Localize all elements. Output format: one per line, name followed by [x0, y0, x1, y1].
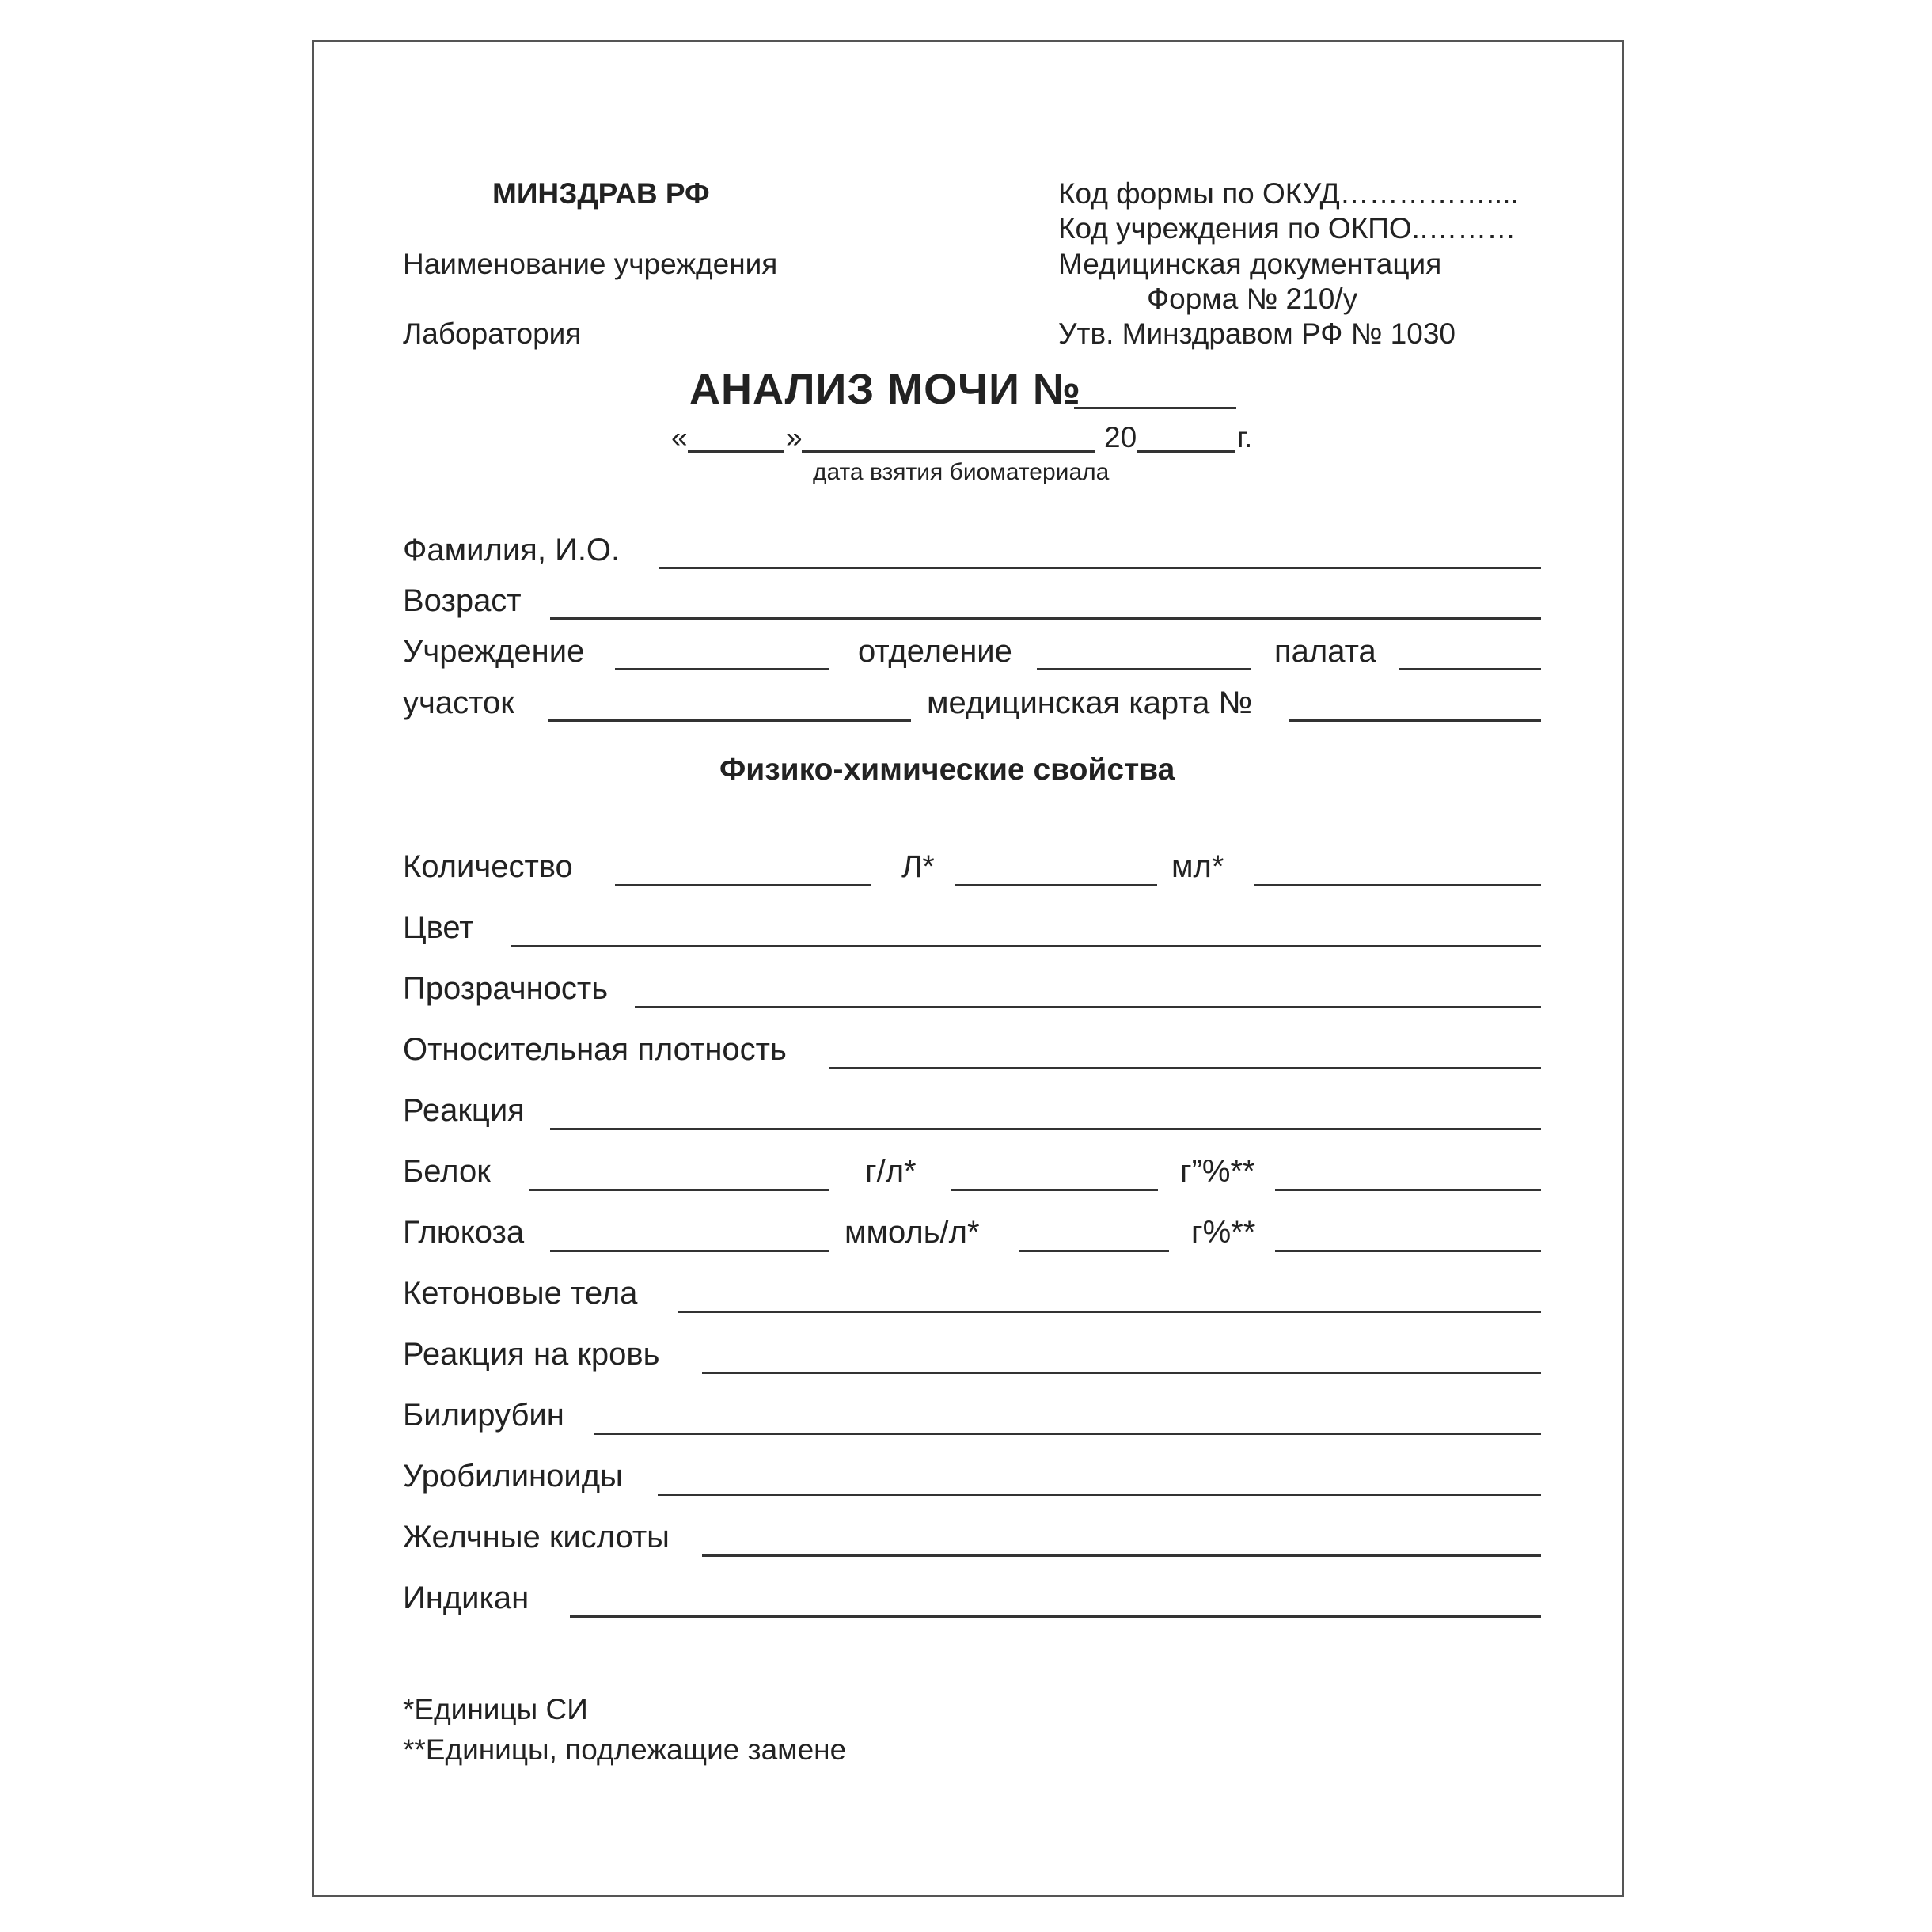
glucose-unit-mmol: ммоль/л*	[845, 1215, 980, 1250]
protein-field[interactable]	[529, 1189, 829, 1191]
date-month-field[interactable]	[802, 450, 1095, 453]
ketones-field[interactable]	[678, 1311, 1541, 1313]
protein-gl-field[interactable]	[951, 1189, 1158, 1191]
glucose-gpct-field[interactable]	[1275, 1250, 1541, 1252]
bile-acids-field[interactable]	[702, 1554, 1541, 1557]
blood-reaction-field[interactable]	[702, 1372, 1541, 1374]
color-label: Цвет	[403, 910, 474, 945]
indican-field[interactable]	[570, 1615, 1541, 1618]
urobilinoids-label: Уробилиноиды	[403, 1459, 623, 1494]
date-year-field[interactable]	[1137, 450, 1235, 453]
urobilinoids-field[interactable]	[658, 1494, 1541, 1496]
quantity-liters-field[interactable]	[955, 884, 1157, 886]
protein-unit-gl: г/л*	[865, 1154, 917, 1189]
patient-name-label: Фамилия, И.О.	[403, 533, 621, 567]
indican-label: Индикан	[403, 1581, 529, 1615]
institution-name-label: Наименование учреждения	[403, 248, 778, 280]
transparency-field[interactable]	[635, 1006, 1541, 1008]
protein-gpct-field[interactable]	[1275, 1189, 1541, 1191]
reaction-label: Реакция	[403, 1093, 525, 1128]
footnote-si-units: *Единицы СИ	[403, 1693, 588, 1725]
protein-label: Белок	[403, 1154, 491, 1189]
date-year-suffix: г.	[1237, 421, 1253, 454]
medical-card-field[interactable]	[1289, 719, 1541, 722]
approval-label: Утв. Минздравом РФ № 1030	[1058, 317, 1456, 350]
patient-name-field[interactable]	[659, 567, 1541, 569]
footnote-replace-units: **Единицы, подлежащие замене	[403, 1733, 847, 1766]
quantity-label: Количество	[403, 849, 573, 884]
date-year-prefix: 20	[1104, 421, 1137, 454]
district-field[interactable]	[548, 719, 911, 722]
blood-reaction-label: Реакция на кровь	[403, 1337, 660, 1372]
form-number-label: Форма № 210/у	[1147, 283, 1358, 315]
density-label: Относительная плотность	[403, 1032, 787, 1067]
bile-acids-label: Желчные кислоты	[403, 1520, 670, 1554]
glucose-label: Глюкоза	[403, 1215, 525, 1250]
section-title: Физико-химические свойства	[719, 753, 1175, 787]
date-day-field[interactable]	[688, 450, 784, 453]
transparency-label: Прозрачность	[403, 971, 609, 1006]
density-field[interactable]	[829, 1067, 1541, 1069]
institution-field[interactable]	[615, 668, 829, 670]
quantity-field[interactable]	[615, 884, 871, 886]
okud-code-label: Код формы по ОКУД……………....	[1058, 177, 1519, 210]
page-title: АНАЛИЗ МОЧИ №	[689, 366, 1082, 413]
glucose-unit-gpct: г%**	[1191, 1215, 1256, 1250]
ketones-label: Кетоновые тела	[403, 1276, 638, 1311]
age-label: Возраст	[403, 583, 522, 618]
ward-field[interactable]	[1399, 668, 1541, 670]
form-sheet	[312, 40, 1624, 1897]
bilirubin-label: Билирубин	[403, 1398, 564, 1433]
glucose-field[interactable]	[550, 1250, 829, 1252]
analysis-number-field[interactable]	[1074, 407, 1236, 409]
date-open-quote: «	[671, 421, 688, 454]
department-field[interactable]	[1037, 668, 1251, 670]
reaction-field[interactable]	[550, 1128, 1541, 1130]
ward-label: палата	[1274, 634, 1376, 669]
okpo-code-label: Код учреждения по ОКПО..………	[1058, 212, 1516, 245]
medical-card-label: медицинская карта №	[927, 685, 1253, 720]
ministry-label: МИНЗДРАВ РФ	[492, 177, 710, 210]
district-label: участок	[403, 685, 514, 720]
date-close-quote: »	[786, 421, 803, 454]
medical-docs-label: Медицинская документация	[1058, 248, 1442, 280]
age-field[interactable]	[550, 617, 1541, 620]
bilirubin-field[interactable]	[594, 1433, 1541, 1435]
department-label: отделение	[858, 634, 1012, 669]
color-field[interactable]	[511, 945, 1541, 947]
protein-unit-gpct: г”%**	[1180, 1154, 1255, 1189]
quantity-unit-ml: мл*	[1171, 849, 1224, 884]
laboratory-label: Лаборатория	[403, 317, 582, 350]
quantity-ml-field[interactable]	[1254, 884, 1541, 886]
glucose-mmol-field[interactable]	[1019, 1250, 1169, 1252]
quantity-unit-liters: Л*	[901, 849, 935, 884]
institution-label: Учреждение	[403, 634, 585, 669]
date-caption: дата взятия биоматериала	[813, 459, 1110, 485]
